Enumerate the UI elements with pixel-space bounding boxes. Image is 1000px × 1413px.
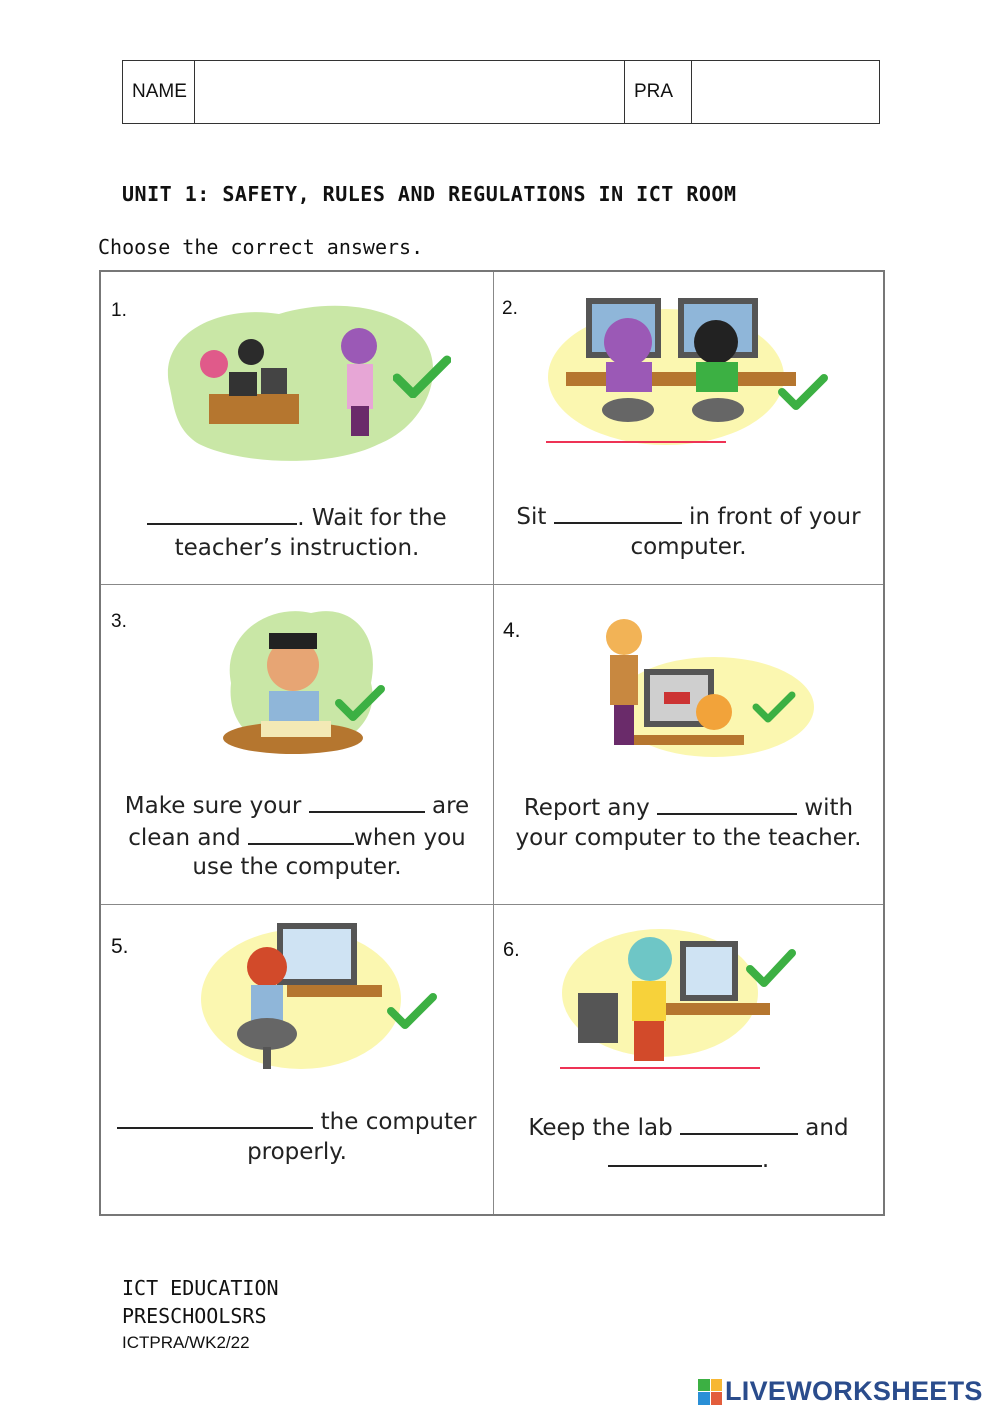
name-label: NAME: [132, 81, 187, 102]
question-number: 4.: [503, 619, 521, 642]
question-text: Sit in front of your computer.: [494, 500, 883, 562]
question-3: [101, 585, 494, 905]
checkmark-icon: [335, 683, 385, 723]
footer-school: PRESCHOOLSRS: [122, 1304, 267, 1328]
footer-subject: ICT EDUCATION: [122, 1276, 279, 1300]
checkmark-icon: [387, 991, 437, 1031]
question-text: the computer properly.: [101, 1105, 493, 1167]
unit-title: UNIT 1: SAFETY, RULES AND REGULATIONS IN ICT ROOM: [122, 182, 737, 206]
answer-blank[interactable]: [680, 1111, 798, 1135]
question-number: 6.: [503, 939, 520, 961]
question-6: [494, 905, 883, 1214]
question-text: Report any with your computer to the teacher.: [494, 791, 883, 853]
answer-blank[interactable]: [608, 1143, 762, 1167]
checkmark-icon: [752, 689, 796, 725]
class-label: PRA: [634, 81, 674, 102]
instruction-text: Choose the correct answers.: [98, 235, 424, 259]
class-label-cell: [625, 61, 692, 123]
question-2: [494, 272, 883, 585]
answer-blank[interactable]: [657, 791, 797, 815]
report-to-teacher-illustration: [594, 607, 814, 767]
answer-blank[interactable]: [147, 501, 297, 525]
student-info-table: [122, 60, 880, 124]
class-field[interactable]: [692, 61, 879, 123]
checkmark-icon: [393, 354, 451, 398]
question-number: 2.: [502, 298, 518, 319]
question-text: Keep the lab and .: [494, 1111, 883, 1175]
class-input-cell[interactable]: [692, 61, 879, 123]
answer-blank[interactable]: [554, 500, 682, 524]
girl-using-computer-illustration: [201, 919, 401, 1084]
logo-icon: [698, 1379, 722, 1405]
name-label-cell: [123, 61, 195, 123]
question-text: . Wait for the teacher’s instruction.: [101, 501, 493, 563]
question-4: [494, 585, 883, 905]
answer-blank[interactable]: [309, 789, 425, 813]
answer-blank[interactable]: [248, 821, 354, 845]
question-number: 1.: [111, 300, 127, 321]
question-5: [101, 905, 494, 1214]
checkmark-icon: [746, 947, 796, 989]
footer-code: ICTPRA/WK2/22: [122, 1333, 250, 1352]
question-text: Make sure your are clean and when you use the computer.: [101, 789, 493, 882]
liveworksheets-logo[interactable]: [698, 1376, 983, 1407]
answer-blank[interactable]: [117, 1105, 313, 1129]
girl-cleaning-computer-illustration: [560, 923, 780, 1073]
question-number: 3.: [111, 611, 127, 632]
question-1: [101, 272, 494, 585]
logo-text: LIVEWORKSHEETS: [725, 1376, 983, 1406]
name-field[interactable]: [195, 61, 624, 123]
question-grid: [99, 270, 885, 1216]
name-input-cell[interactable]: [195, 61, 625, 123]
question-number: 5.: [111, 935, 129, 958]
children-sitting-illustration: [546, 292, 836, 447]
checkmark-icon: [778, 372, 828, 412]
